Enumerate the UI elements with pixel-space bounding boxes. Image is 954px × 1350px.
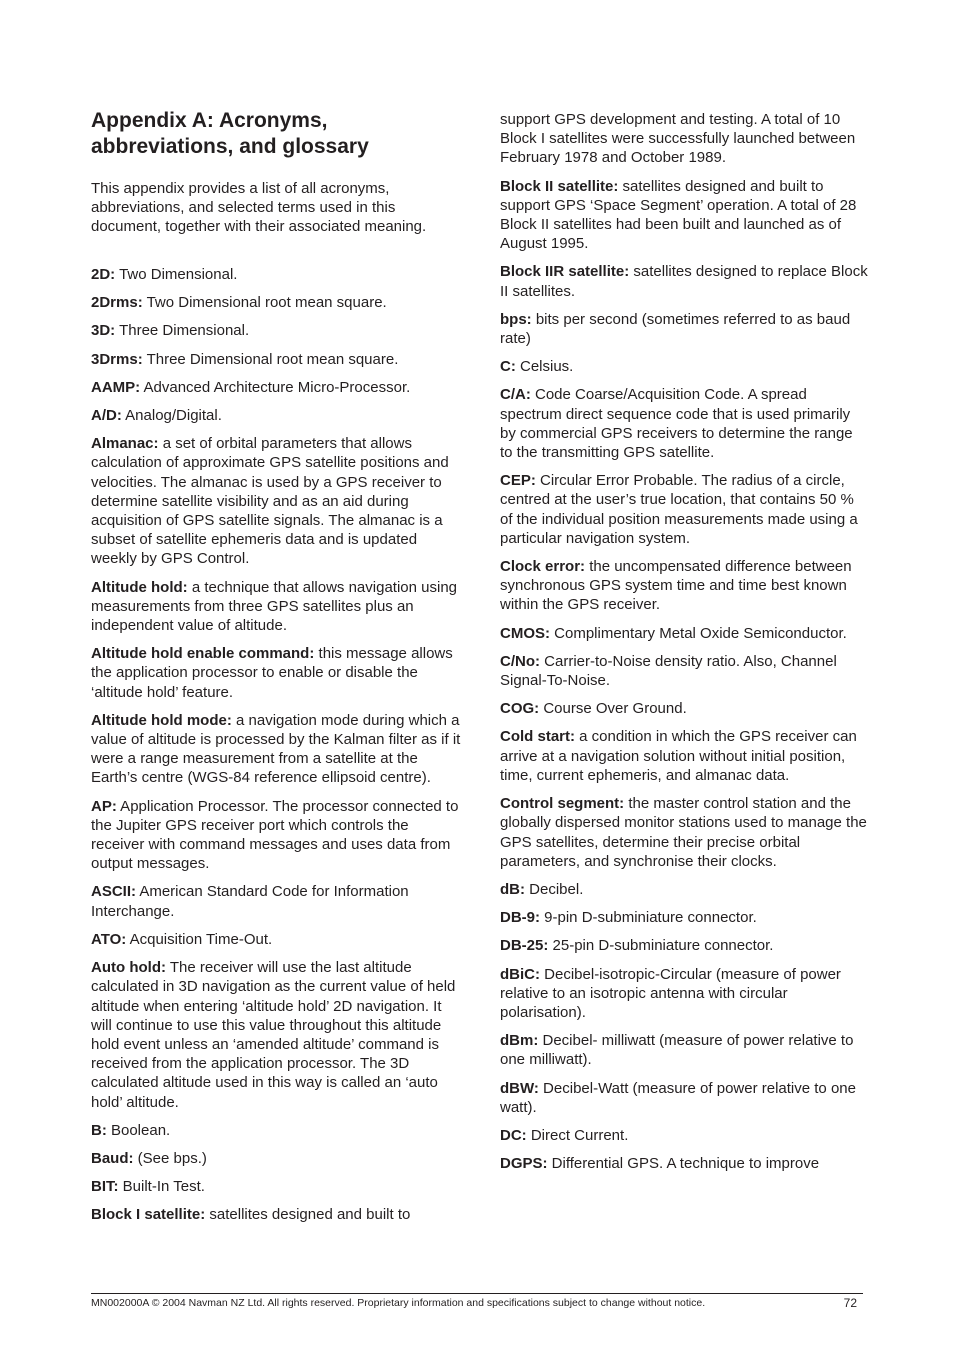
glossary-term: Altitude hold: — [91, 578, 188, 596]
glossary-entry — [500, 794, 868, 871]
glossary-definition: satellites designed and built to support GPS ‘Space Segment’ operation. A total of 28 Block II satellites had been built and launched as of August 1995. — [500, 177, 857, 253]
glossary-definition: Decibel. — [525, 880, 584, 898]
glossary-definition: a condition in which the GPS receiver can arrive at a navigation solution without initial position, time, current ephemeris, and almanac data. — [500, 728, 857, 784]
glossary-definition: this message allows the application processor to enable or disable the ‘altitude hold’ feature. — [91, 645, 453, 701]
glossary-entry — [91, 1149, 463, 1168]
glossary-entry — [500, 1079, 868, 1117]
glossary-definition: a navigation mode during which a value of altitude is processed by the Kalman filter as if it were a range measurement from a satellite at the Earth’s centre (WGS-84 reference ellipsoid centre). — [91, 711, 461, 787]
glossary-entry — [500, 880, 868, 899]
glossary-entry — [500, 385, 868, 462]
glossary-definition: Decibel- milliwatt (measure of power relative to one milliwatt). — [500, 1032, 854, 1069]
glossary-entry — [500, 652, 868, 690]
glossary-definition: Application Processor. The processor connected to the Jupiter GPS receiver port which controls the receiver with command messages and uses data from output messages. — [91, 797, 459, 873]
glossary-entry — [500, 1126, 868, 1145]
glossary-term: CEP: — [500, 472, 536, 490]
glossary-term: BIT: — [91, 1178, 119, 1196]
glossary-term: Almanac: — [91, 435, 159, 453]
glossary-term: Control segment: — [500, 795, 625, 813]
glossary-definition: Celsius. — [515, 358, 574, 376]
glossary-entry — [500, 936, 868, 955]
glossary-definition: satellites designed and built to — [205, 1206, 411, 1224]
glossary-term: 2D: — [91, 266, 116, 283]
page-title: Appendix A: Acronyms, abbreviations, and glossary — [91, 109, 369, 158]
glossary-entry — [91, 293, 463, 312]
glossary-term: B: — [91, 1121, 107, 1139]
glossary-definition: Decibel-Watt (measure of power relative to one watt). — [500, 1079, 856, 1116]
glossary-definition: a technique that allows navigation using measurements from three GPS satellites plus an independent value of altitude. — [91, 578, 458, 635]
glossary-entry — [91, 958, 463, 1112]
glossary-term: A/D: — [91, 407, 122, 425]
glossary-definition: satellites designed to replace Block II satellites. — [500, 263, 868, 300]
glossary-term: dBW: — [500, 1079, 539, 1097]
glossary-term: Block II satellite: — [500, 177, 619, 195]
glossary-entry — [91, 378, 463, 397]
glossary-entry — [500, 471, 868, 548]
glossary-definition: (See bps.) — [133, 1149, 207, 1167]
glossary-entry — [500, 262, 868, 300]
glossary-definition: Boolean. — [106, 1121, 171, 1139]
glossary-term: COG: — [500, 700, 540, 718]
glossary-entry — [91, 711, 463, 788]
glossary-definition: Built-In Test. — [118, 1178, 205, 1196]
glossary-definition: The receiver will use the last altitude calculated in 3D navigation as the current value of held altitude when entering ‘altitude hold’ 2D navigation. It will continue to use this value throughout this altitude hold event unless an ‘amended altitude’ command is received from the application processor. The 3D calculated altitude used in this way is called an ‘auto hold’ altitude. — [91, 959, 456, 1111]
glossary-entry — [91, 1205, 463, 1224]
glossary-term: Clock error: — [500, 558, 586, 576]
glossary-entry — [500, 557, 868, 615]
glossary-term: DGPS: — [500, 1155, 548, 1173]
glossary-entry — [91, 930, 463, 949]
glossary-term: bps: — [500, 310, 532, 328]
glossary-term: Auto hold: — [91, 959, 166, 977]
glossary-entry — [91, 1177, 463, 1196]
glossary-entry — [500, 727, 868, 785]
glossary-definition: Circular Error Probable. The radius of a circle, centred at the user’s true location, that contains 50 % of the individual position measurements made using a particular navigation system. — [500, 472, 858, 547]
page-footer — [91, 1293, 863, 1310]
glossary-entry — [91, 578, 463, 636]
glossary-definition: the master control station and the globally dispersed monitor stations used to manage the GPS satellites, determine their precise orbital parameters, and synchronise their clocks. — [500, 795, 867, 870]
glossary-term: Baud: — [91, 1149, 134, 1167]
glossary-definition: Advanced Architecture Micro-Processor. — [140, 378, 411, 396]
glossary-definition: Code Coarse/Acquisition Code. A spread spectrum direct sequence code that is used primarily by commercial GPS receivers to determine the range to the transmitting GPS satellite. — [500, 386, 853, 462]
glossary-entry — [91, 882, 463, 920]
glossary-term: AP: — [91, 797, 117, 815]
glossary-definition: 9-pin D-subminiature connector. — [540, 909, 757, 927]
glossary-term: Block I satellite: — [91, 1206, 206, 1224]
glossary-entry — [91, 1121, 463, 1140]
glossary-entry — [500, 1031, 868, 1069]
glossary-definition: Decibel-isotropic-Circular (measure of power relative to an isotropic antenna with circular polarisation). — [500, 965, 841, 1021]
glossary-definition: Course Over Ground. — [539, 700, 687, 718]
glossary-definition: bits per second (sometimes referred to as baud rate) — [500, 310, 851, 348]
glossary-entry — [91, 797, 463, 874]
glossary-definition: Three Dimensional. — [115, 322, 250, 340]
glossary-definition: 25-pin D-subminiature connector. — [548, 937, 774, 955]
glossary-entry — [500, 965, 868, 1023]
glossary-definition: the uncompensated difference between synchronous GPS system time and time best known within the GPS receiver. — [500, 558, 852, 614]
glossary-entry — [500, 110, 868, 168]
glossary-entry — [91, 406, 463, 425]
glossary-term: Block IIR satellite: — [500, 263, 630, 281]
glossary-term: dBm: — [500, 1032, 539, 1050]
glossary-definition: Analog/Digital. — [121, 407, 222, 425]
glossary-entry — [500, 1154, 868, 1173]
glossary-entry — [500, 699, 868, 718]
glossary-definition: American Standard Code for Information Interchange. — [91, 883, 409, 920]
glossary-entry — [500, 357, 868, 376]
glossary-entry — [91, 434, 463, 568]
glossary-entry — [91, 350, 463, 369]
glossary-entry — [91, 265, 463, 284]
glossary-definition: support GPS development and testing. A total of 10 Block I satellites were successfully launched between February 1978 and October 1989. — [500, 111, 856, 167]
footer-copyright: MN002000A © 2004 Navman NZ Ltd. All rights reserved. Proprietary information and specifications subject to change without notice. — [91, 1297, 706, 1309]
glossary-entry — [91, 321, 463, 340]
glossary-term: C/A: — [500, 386, 531, 404]
glossary-definition: Complimentary Metal Oxide Semiconductor. — [550, 624, 847, 642]
glossary-definition: Three Dimensional root mean square. — [142, 350, 399, 368]
glossary-term: C: — [500, 358, 516, 376]
glossary-term: 3D: — [91, 322, 116, 340]
glossary-term: ATO: — [91, 930, 127, 948]
glossary-definition: Two Dimensional root mean square. — [142, 294, 387, 312]
right-column-glossary — [500, 110, 868, 1182]
glossary-term: dB: — [500, 880, 525, 898]
glossary-entry — [91, 644, 463, 702]
glossary-entry — [500, 310, 868, 348]
glossary-term: DB-9: — [500, 909, 540, 927]
glossary-term: DB-25: — [500, 937, 549, 955]
left-column-glossary — [91, 265, 463, 1234]
glossary-entry — [500, 624, 868, 643]
glossary-term: DC: — [500, 1126, 527, 1144]
glossary-term: ASCII: — [91, 883, 136, 901]
glossary-term: CMOS: — [500, 624, 550, 642]
glossary-definition: Differential GPS. A technique to improve — [547, 1155, 820, 1173]
glossary-definition: Carrier-to-Noise density ratio. Also, Channel Signal-To-Noise. — [500, 652, 837, 690]
glossary-term: 2Drms: — [91, 294, 143, 312]
glossary-term: AAMP: — [91, 378, 141, 396]
glossary-term: Altitude hold mode: — [91, 711, 232, 729]
intro-paragraph: This appendix provides a list of all acronyms, abbreviations, and selected terms used in this document, together with their associated meaning. — [91, 180, 427, 236]
glossary-term: Altitude hold enable command: — [91, 645, 315, 663]
glossary-definition: Direct Current. — [526, 1126, 629, 1144]
glossary-definition: a set of orbital parameters that allows calculation of approximate GPS satellite positions and velocities. The almanac is used by a GPS receiver to determine satellite visibility and as an aid during acquisition of GPS satellite signals. The almanac is a subset of satellite ephemeris data and is updated weekly by GPS Control. — [91, 435, 449, 568]
glossary-entry — [500, 177, 868, 254]
glossary-entry — [500, 908, 868, 927]
glossary-definition: Two Dimensional. — [115, 266, 238, 283]
page-number: 72 — [843, 1296, 857, 1310]
glossary-term: 3Drms: — [91, 350, 143, 368]
glossary-term: dBiC: — [500, 965, 540, 983]
glossary-term: C/No: — [500, 652, 540, 670]
glossary-term: Cold start: — [500, 728, 575, 746]
glossary-definition: Acquisition Time-Out. — [126, 930, 273, 948]
